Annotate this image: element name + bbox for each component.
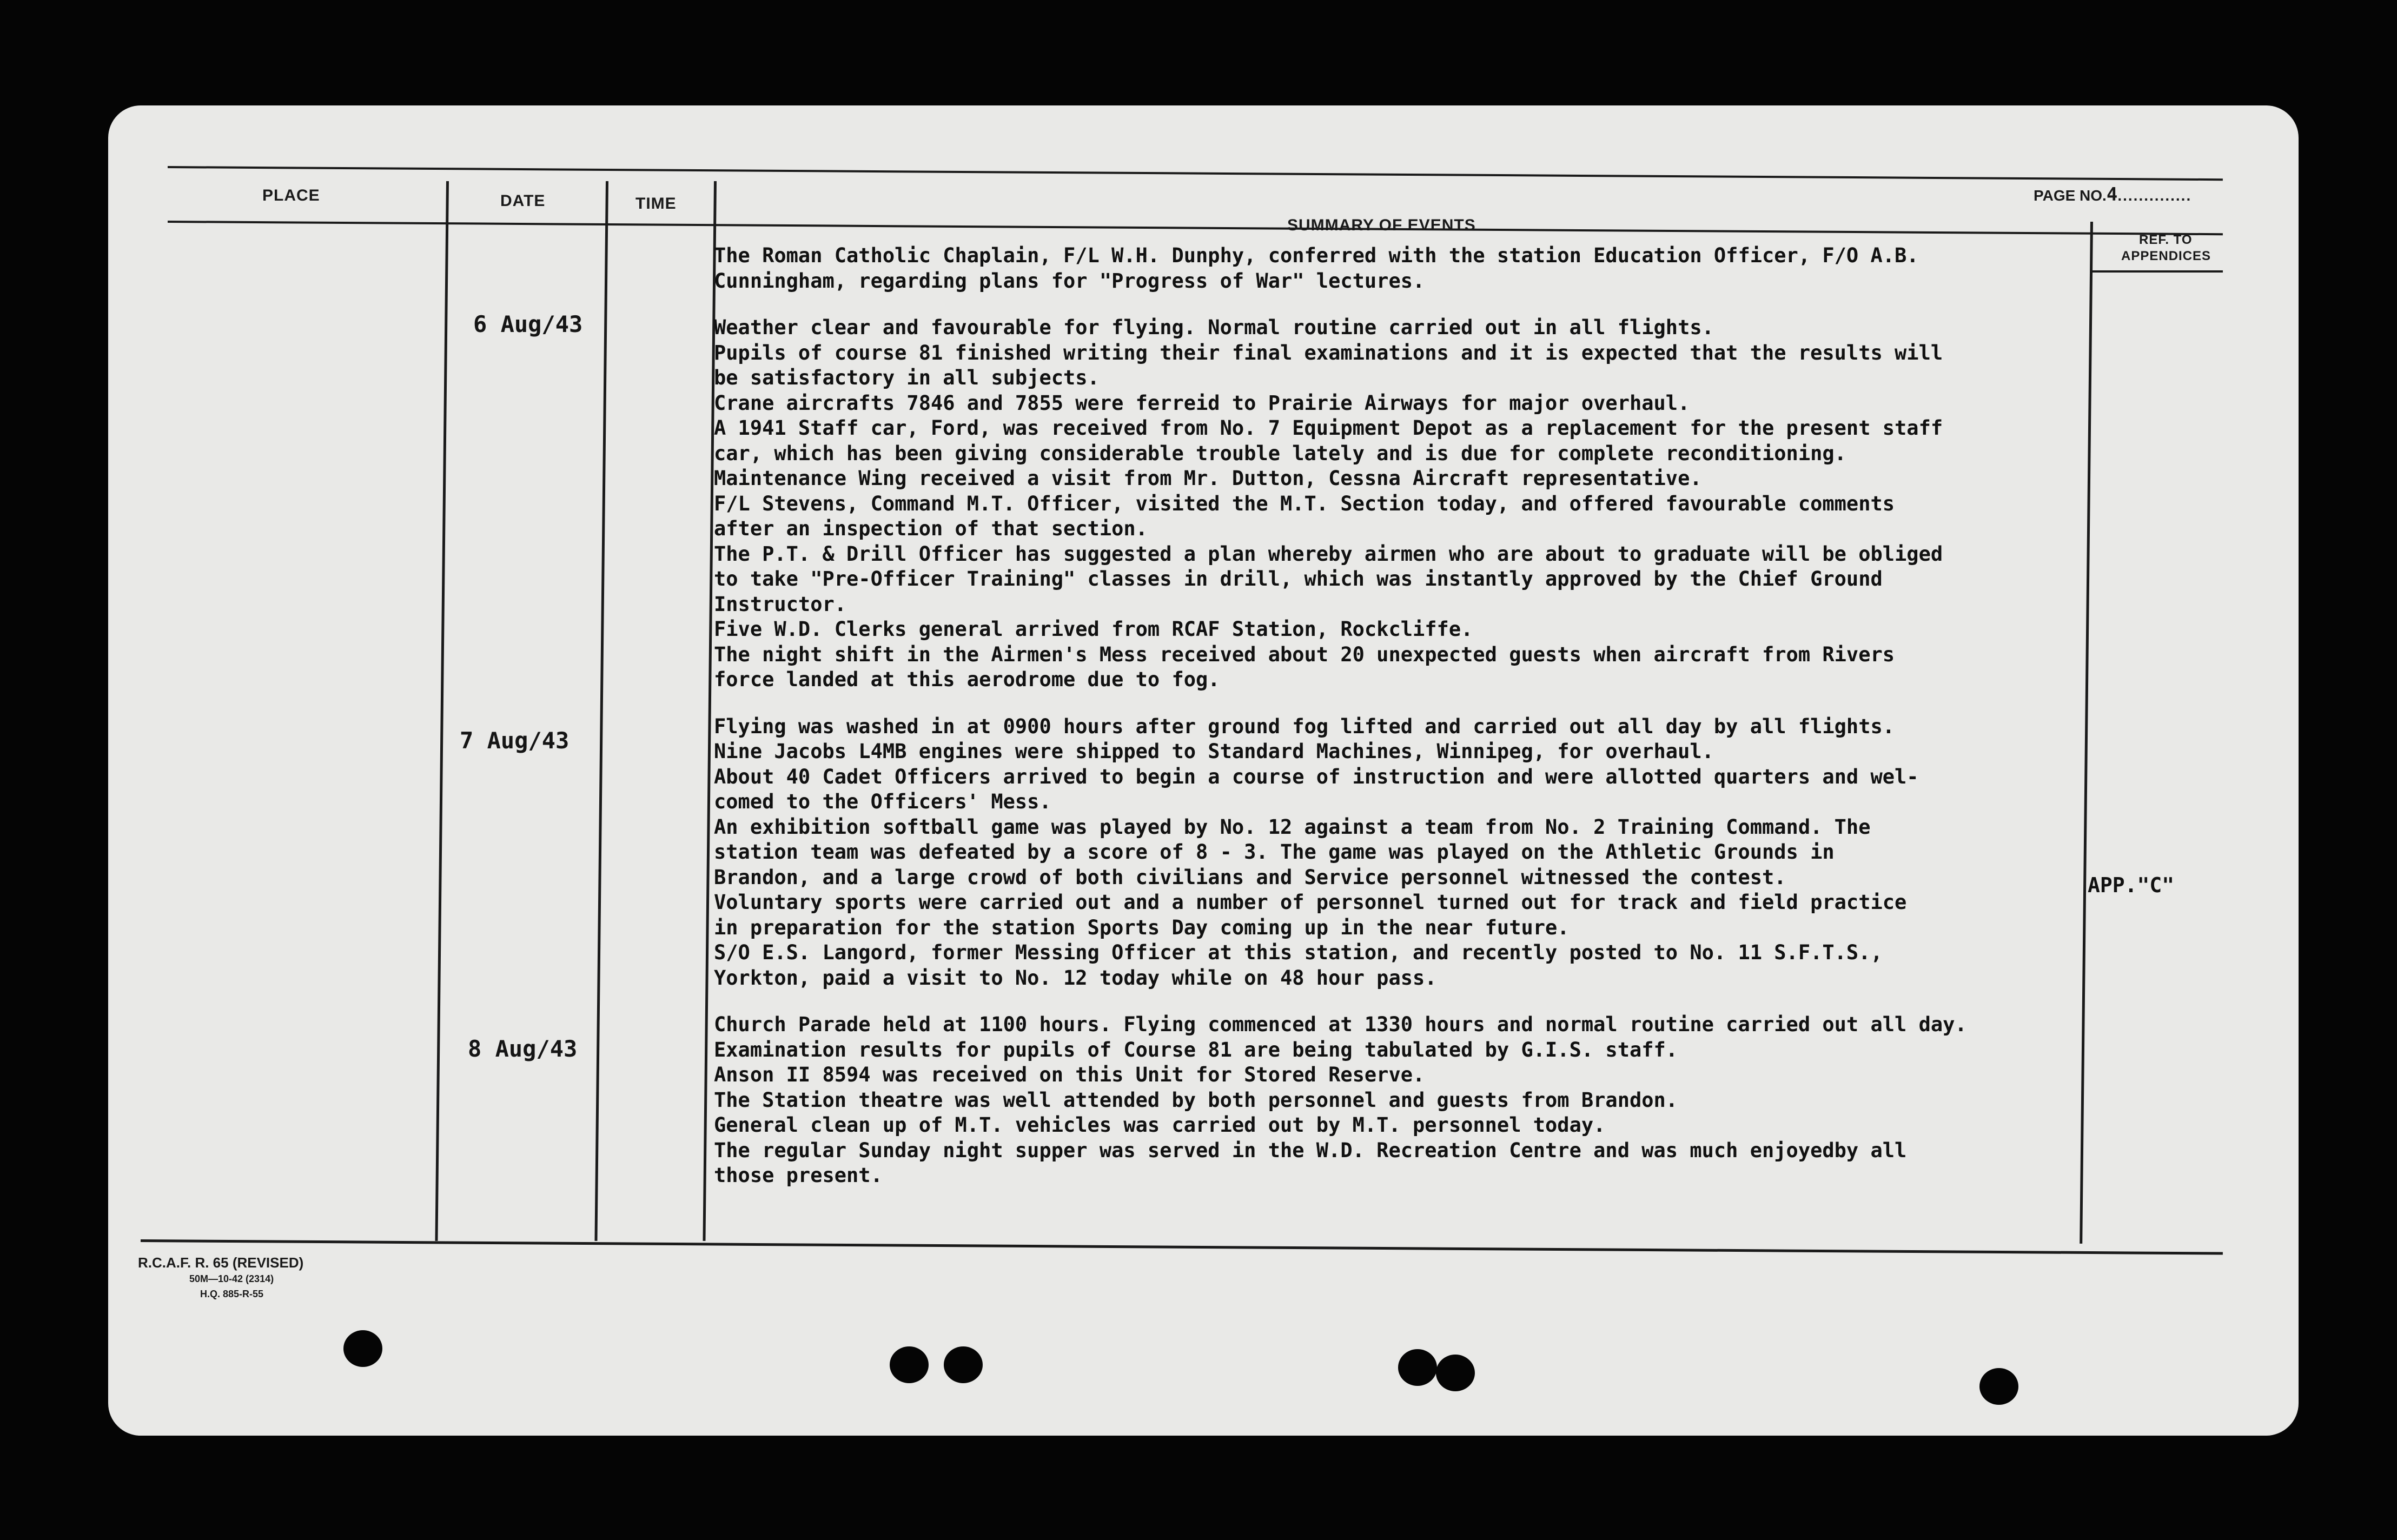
summary-line: Voluntary sports were carried out and a number of personnel turned out for track and field practice [714, 891, 1907, 914]
summary-line: Weather clear and favourable for flying. Normal routine carried out in all flights. [714, 316, 1714, 339]
summary-line: F/L Stevens, Command M.T. Officer, visited the M.T. Section today, and offered favourable comments [714, 492, 1895, 515]
summary-header: SUMMARY OF EVENTS [1287, 216, 1476, 234]
date-header: DATE [500, 192, 546, 210]
summary-line: Church Parade held at 1100 hours. Flying commenced at 1330 hours and normal routine carried out all day. [714, 1013, 1967, 1036]
time-header: TIME [635, 195, 677, 213]
summary-line: Flying was washed in at 0900 hours after ground fog lifted and carried out all day by all flights. [714, 714, 1895, 738]
appendix-reference: APP."C" [2088, 873, 2175, 897]
date-entry: 6 Aug/43 [473, 311, 583, 337]
summary-line: The regular Sunday night supper was served in the W.D. Recreation Centre and was much enjoyedby all [714, 1138, 1907, 1162]
page-number: 4 [2106, 184, 2118, 205]
summary-line: in preparation for the station Sports Day coming up in the near future. [714, 915, 1570, 939]
summary-line: those present. [714, 1164, 883, 1187]
summary-line: Instructor. [714, 592, 847, 616]
place-header: PLACE [262, 187, 320, 204]
print-code: 50M—10-42 (2314) [189, 1273, 274, 1284]
summary-line: A 1941 Staff car, Ford, was received from No. 7 Equipment Depot as a replacement for the present staff [714, 416, 1943, 440]
summary-line: Maintenance Wing received a visit from Mr. Dutton, Cessna Aircraft representative. [714, 467, 1702, 490]
page-number-field: PAGE NO.4.............. [2034, 184, 2192, 205]
summary-line: Cunningham, regarding plans for "Progress of War" lectures. [714, 269, 1425, 293]
punch-hole [890, 1346, 929, 1383]
summary-line: About 40 Cadet Officers arrived to begin a course of instruction and were allotted quarters and wel- [714, 765, 1919, 788]
summary-line: Brandon, and a large crowd of both civilians and Service personnel witnessed the contest. [714, 865, 1786, 889]
diary-sheet [108, 105, 2299, 1436]
page-label: PAGE NO. [2034, 187, 2107, 204]
punch-hole [944, 1346, 983, 1383]
date-time-divider [594, 181, 608, 1241]
summary-line: The P.T. & Drill Officer has suggested a plan whereby airmen who are about to graduate will be obliged [714, 542, 1943, 566]
hq-code: H.Q. 885-R-55 [200, 1289, 264, 1299]
summary-line: The night shift in the Airmen's Mess received about 20 unexpected guests when aircraft from Rivers [714, 642, 1895, 666]
top-rule [168, 166, 2223, 181]
summary-line: S/O E.S. Langord, former Messing Officer at this station, and recently posted to No. 11 S.F.T.S., [714, 941, 1883, 964]
punch-hole [1436, 1355, 1475, 1391]
summary-line: Pupils of course 81 finished writing their final examinations and it is expected that the results will [714, 341, 1943, 364]
summary-line: Anson II 8594 was received on this Unit for Stored Reserve. [714, 1063, 1425, 1086]
place-date-divider [435, 181, 449, 1241]
summary-line: to take "Pre-Officer Training" classes in drill, which was instantly approved by the Chief Ground [714, 567, 1883, 590]
bottom-rule [141, 1239, 2223, 1255]
summary-line: The Station theatre was well attended by both personnel and guests from Brandon. [714, 1088, 1678, 1112]
ref-header-line1: REF. TO [2139, 233, 2193, 247]
summary-of-events [714, 243, 2185, 1189]
ref-header-line2: APPENDICES [2121, 249, 2211, 263]
punch-hole [1398, 1349, 1437, 1386]
date-entry: 8 Aug/43 [468, 1035, 578, 1062]
punch-hole [343, 1330, 382, 1367]
summary-line: Examination results for pupils of Course 81 are being tabulated by G.I.S. staff. [714, 1038, 1678, 1061]
summary-line: be satisfactory in all subjects. [714, 366, 1100, 389]
summary-line: station team was defeated by a score of 8 - 3. The game was played on the Athletic Grounds in [714, 840, 1835, 864]
summary-line: An exhibition softball game was played by No. 12 against a team from No. 2 Training Command. The [714, 815, 1871, 839]
summary-line: Crane aircrafts 7846 and 7855 were ferreid to Prairie Airways for major overhaul. [714, 391, 1690, 415]
date-entry: 7 Aug/43 [460, 727, 570, 754]
summary-line: force landed at this aerodrome due to fog. [714, 668, 1220, 691]
summary-line: after an inspection of that section. [714, 517, 1148, 540]
summary-line: Five W.D. Clerks general arrived from RCAF Station, Rockcliffe. [714, 618, 1473, 641]
summary-line: The Roman Catholic Chaplain, F/L W.H. Dunphy, conferred with the station Education Officer, F/O A.B. [714, 244, 1919, 267]
summary-line: Yorkton, paid a visit to No. 12 today while on 48 hour pass. [714, 966, 1437, 990]
summary-line: Nine Jacobs L4MB engines were shipped to Standard Machines, Winnipeg, for overhaul. [714, 740, 1714, 763]
header-rule [168, 221, 2223, 235]
form-number: R.C.A.F. R. 65 (REVISED) [138, 1254, 304, 1271]
summary-line: comed to the Officers' Mess. [714, 790, 1051, 813]
summary-line: car, which has been giving considerable trouble lately and is due for complete reconditioning. [714, 441, 1846, 465]
summary-line: General clean up of M.T. vehicles was carried out by M.T. personnel today. [714, 1113, 1606, 1137]
punch-hole [1979, 1368, 2018, 1405]
